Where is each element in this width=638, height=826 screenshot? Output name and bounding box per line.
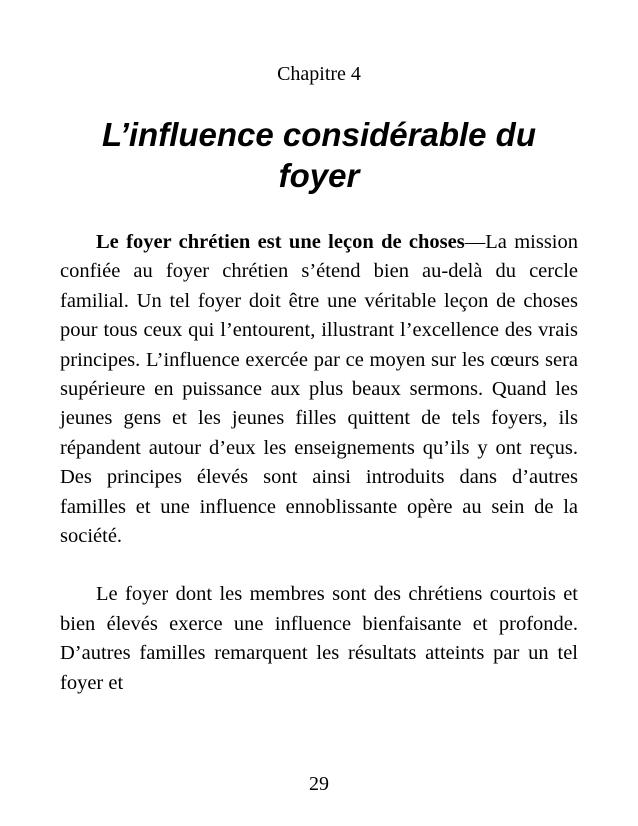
body-text — [60, 228, 578, 698]
chapter-label: Chapitre 4 — [277, 63, 361, 85]
chapter-title: L’influence considérable du foyer — [102, 116, 536, 194]
paragraph — [60, 580, 578, 698]
paragraph-text: —La mission confiée au foyer chrétien s’étend bien au-delà du cercle familial. Un tel foyer doit être une véritable leçon de choses pour tous ceux qui l’entourent, illustrant l’excellence des vrais principes. L’influence exercée par ce moyen sur les cœurs sera supérieure en puissance aux plus beaux sermons. Quand les jeunes gens et les jeunes filles quittent de tels foyers, ils répandent autour d’eux les enseignements qu’ils y ont reçus. Des principes élevés sont ainsi introduits dans d’autres familles et une influence ennoblissante opère au sein de la société. — [60, 231, 578, 548]
page-number: 29 — [309, 773, 329, 795]
paragraph-lead: Le foyer chrétien est une leçon de choses — [96, 231, 465, 253]
paragraph-text: Le foyer dont les membres sont des chrétiens courtois et bien élevés exerce une influence bienfaisante et profonde. D’autres familles remarquent les résultats atteints par un tel foyer et — [60, 583, 578, 694]
paragraph — [60, 228, 578, 551]
